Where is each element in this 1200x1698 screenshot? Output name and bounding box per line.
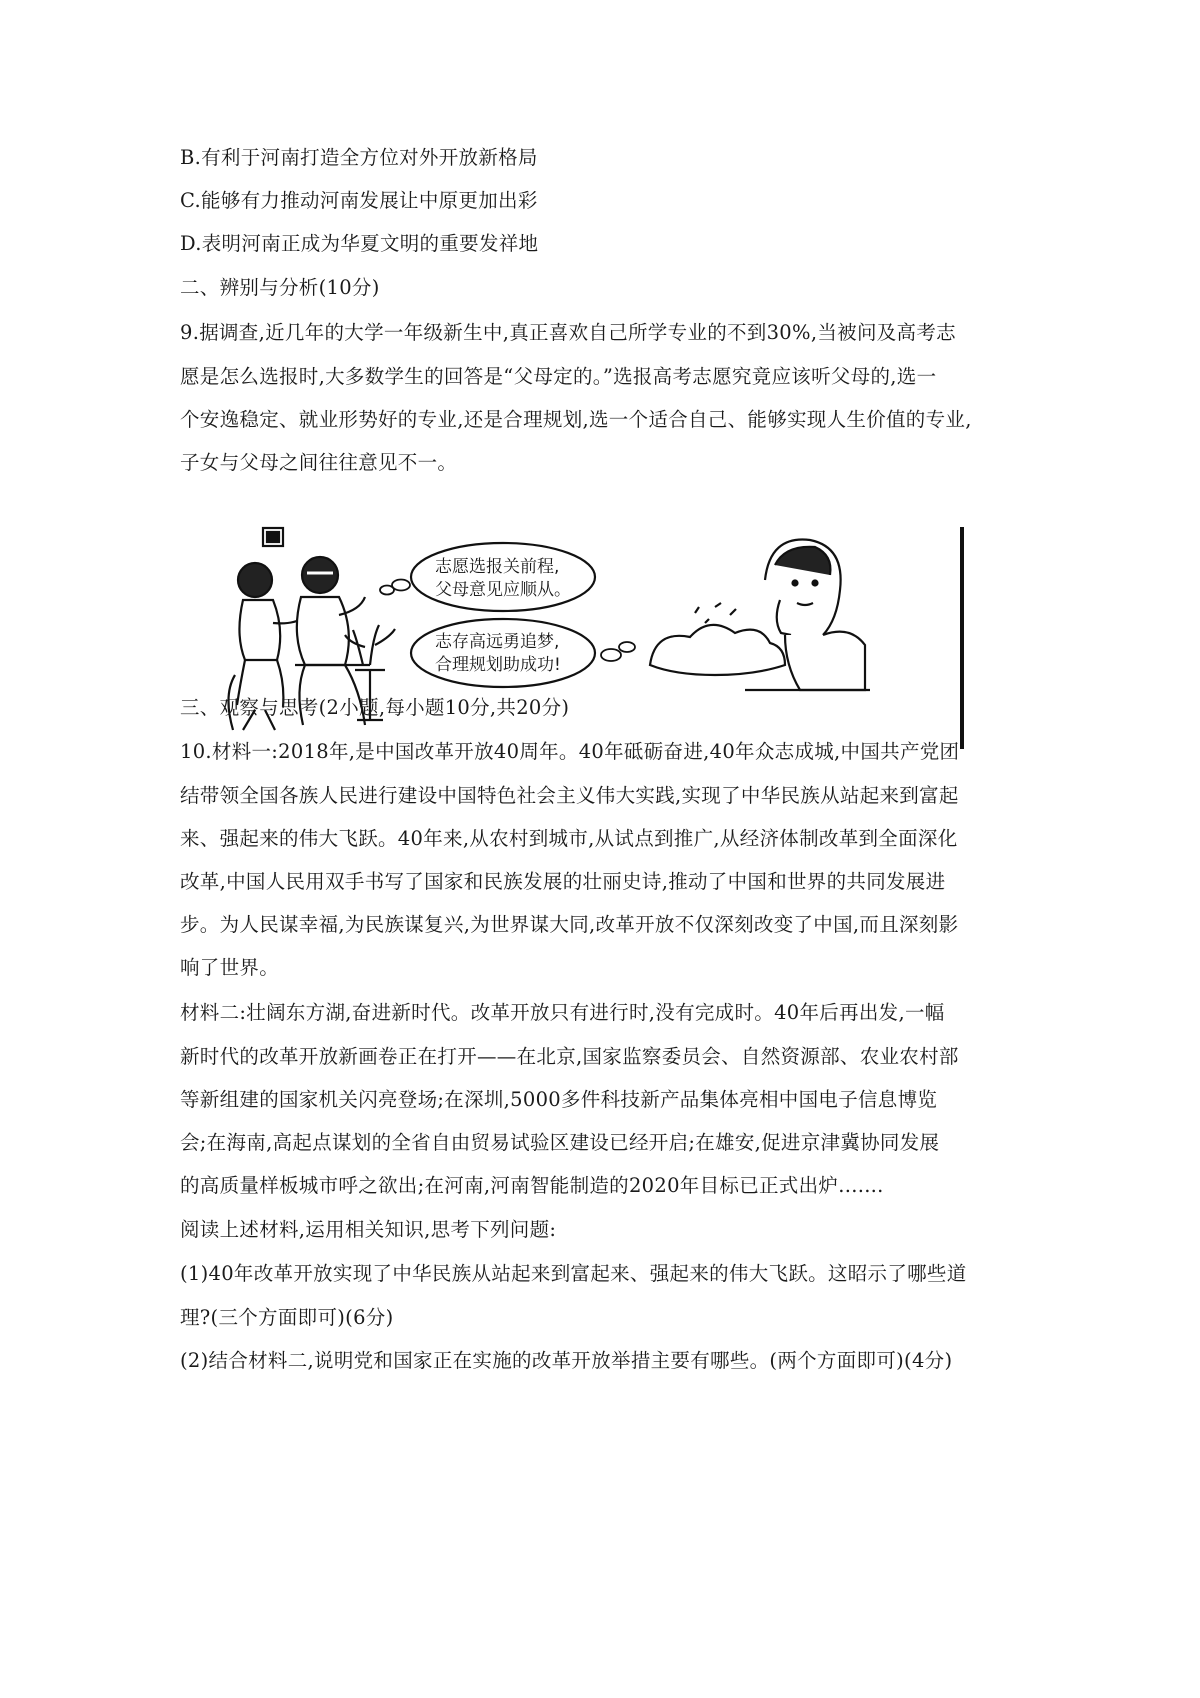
question-1-line-2: 理?(三个方面即可)(6分): [180, 1306, 394, 1329]
q9-line-1: 9.据调查,近几年的大学一年级新生中,真正喜欢自己所学专业的不到30%,当被问及高考志: [180, 321, 956, 344]
option-b: B.有利于河南打造全方位对外开放新格局: [180, 146, 538, 169]
option-d: D.表明河南正成为华夏文明的重要发祥地: [180, 232, 539, 255]
bubble-bottom-line-1: 志存高远勇追梦,: [435, 632, 560, 652]
section-3-heading: 三、观察与思考(2小题,每小题10分,共20分): [180, 696, 570, 719]
material-1-line-3: 来、强起来的伟大飞跃。40年来,从农村到城市,从试点到推广,从经济体制改革到全面深化: [180, 827, 958, 850]
material-2-line-3: 等新组建的国家机关闪亮登场;在深圳,5000多件科技新产品集体亮相中国电子信息博览: [180, 1088, 938, 1111]
material-1-line-1: 10.材料一:2018年,是中国改革开放40周年。40年砥砺奋进,40年众志成城,中国共产党团: [180, 740, 960, 763]
bubble-daughter: [411, 619, 595, 687]
daughter-drawing: [650, 540, 870, 691]
material-1-line-4: 改革,中国人民用双手书写了国家和民族发展的壮丽史诗,推动了中国和世界的共同发展进: [180, 870, 946, 893]
option-c: C.能够有力推动河南发展让中原更加出彩: [180, 189, 538, 212]
material-2-line-2: 新时代的改革开放新画卷正在打开——在北京,国家监察委员会、自然资源部、农业农村部: [180, 1045, 959, 1068]
bubble-bottom-line-2: 合理规划助成功!: [435, 655, 561, 675]
material-1-line-2: 结带领全国各族人民进行建设中国特色社会主义伟大实践,实现了中华民族从站起来到富起: [180, 784, 959, 807]
q9-line-3: 个安逸稳定、就业形势好的专业,还是合理规划,选一个适合自己、能够实现人生价值的专业,: [180, 408, 972, 431]
material-1-line-6: 响了世界。: [180, 956, 280, 979]
material-2-line-4: 会;在海南,高起点谋划的全省自由贸易试验区建设已经开启;在雄安,促进京津冀协同发展: [180, 1131, 940, 1154]
question-1-line-1: (1)40年改革开放实现了中华民族从站起来到富起来、强起来的伟大飞跃。这昭示了哪些道: [180, 1262, 967, 1285]
bubble-top-line-2: 父母意见应顺从。: [435, 580, 571, 600]
q9-line-4: 子女与父母之间往往意见不一。: [180, 451, 458, 474]
q9-line-2: 愿是怎么选报时,大多数学生的回答是“父母定的。”选报高考志愿究竟应该听父母的,选一: [180, 365, 937, 388]
instruction: 阅读上述材料,运用相关知识,思考下列问题:: [180, 1218, 557, 1241]
daughter-thought-dots: [601, 642, 635, 661]
question-2: (2)结合材料二,说明党和国家正在实施的改革开放举措主要有哪些。(两个方面即可)(4分): [180, 1349, 953, 1372]
material-2-line-1: 材料二:壮阔东方湖,奋进新时代。改革开放只有进行时,没有完成时。40年后再出发,一幅: [180, 1001, 945, 1024]
material-2-line-5: 的高质量样板城市呼之欲出;在河南,河南智能制造的2020年目标已正式出炉.......: [180, 1174, 884, 1197]
bubble-parents: [411, 543, 595, 611]
bubble-top-line-1: 志愿选报关前程,: [435, 557, 560, 577]
parents-thought-dots: [380, 580, 410, 595]
material-1-line-5: 步。为人民谋幸福,为民族谋复兴,为世界谋大同,改革开放不仅深刻改变了中国,而且深刻影: [180, 913, 959, 936]
section-2-heading: 二、辨别与分析(10分): [180, 276, 380, 299]
